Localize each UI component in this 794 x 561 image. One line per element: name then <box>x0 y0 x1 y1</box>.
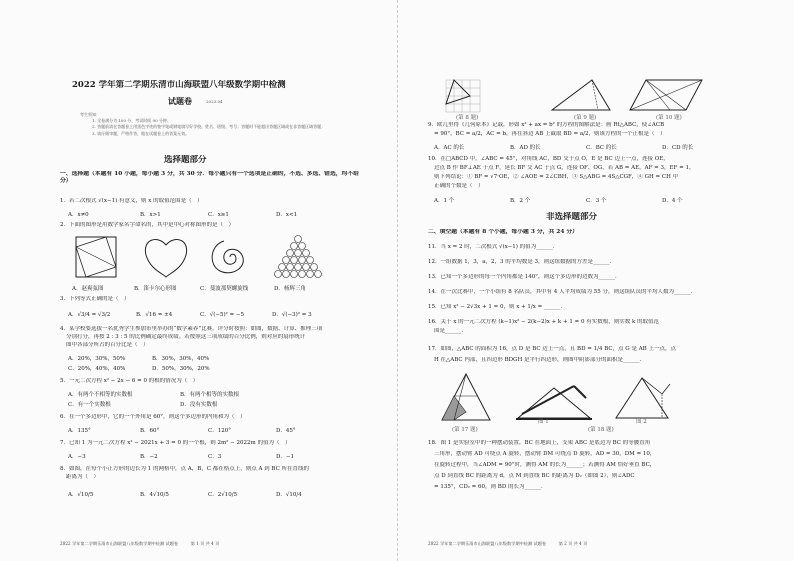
q7-option-b: B．−2 <box>140 454 158 460</box>
part2-heading: 二、填空题（本题有 8 个小题，每小题 3 分，共 24 分） <box>428 229 578 235</box>
section-choice-title: 选择题部分 <box>164 155 207 165</box>
q2-option-c: C．斐波那契螺旋线 <box>200 286 249 292</box>
question-10-line-3: 则下列结论：① BF = √7·OE，② ∠AOE = 2∠CBH，③ S△ABG = 4S△CGF，④ GH = CH 中 <box>434 174 679 180</box>
zhao-shuang-diagram <box>68 233 128 281</box>
question-9-line-2: = 90°，BC = a/2，AC = b，再在斜边 AB 上截取 BD = a/2，则该方程的一个正根是（ ） <box>434 131 666 137</box>
q10-option-c: C．3 个 <box>586 198 607 204</box>
fig8-caption: (第 8 题) <box>456 115 479 121</box>
fig18-image2-label: 图 2 <box>636 419 647 425</box>
cardioid-diagram <box>136 233 196 281</box>
q7-option-c: C．3 <box>208 454 222 460</box>
q10-parallelogram-figure <box>626 76 706 114</box>
part1-heading: 一、选择题（本题有 10 小题，每小题 3 分，共 30 分．每小题只有一个选项是正确的，不选、多选、错选，均不给分） <box>60 171 359 184</box>
fig9-caption: (第 9 题) <box>574 115 597 121</box>
q4-option-d: D．50%，30%，20% <box>152 366 210 372</box>
question-17-line-2: H 在△ABC 内部，且四边形 BDGH 是平行四边形，则图中阴影部分的面积是______． <box>434 357 645 363</box>
q5-option-c: C．有一个实数根 <box>68 402 111 408</box>
q9-triangle-figure <box>548 76 618 114</box>
q1-option-b: B．x>1 <box>140 212 161 218</box>
exam-date: 2023.04 <box>206 99 223 104</box>
notice-line-3: 3. 请仔细审题，严格作答，做在试题卷上的答案无效。 <box>92 131 190 136</box>
notice-line-2: 2. 答题前请在答题卷上用黑色字迹的签字笔或钢笔填写好学校、姓名、班级、考号；答题时不能超出答题区域或在非答题区域答题； <box>92 124 326 129</box>
question-18-line-3: 在旋转过程中，当∠ADM = 90°时，测得 AM 的长为______；若测得 AM 恰好垂直 BC， <box>434 462 656 468</box>
q6-option-d: D．45° <box>276 428 296 434</box>
q1-option-a: A．x≠0 <box>68 212 89 218</box>
question-14: 14．在一次比赛中，一个小组有 8 名队员，其中有 4 人平均成绩为 55 分，则这组队员的平均人数为______． <box>428 289 696 295</box>
q7-option-a: A．−3 <box>68 454 86 460</box>
q2-option-d: D．杨辉三角 <box>274 286 306 292</box>
q8-option-d: D．√10/4 <box>276 492 302 498</box>
q6-option-a: A．135° <box>68 428 91 434</box>
fig10-caption: (第 10 题) <box>656 115 682 121</box>
q6-option-b: B．60° <box>140 428 160 434</box>
yang-hui-triangle-diagram <box>268 233 328 281</box>
question-4-line-2: 分别打分，再按 2 : 3 : 5 的比例确定最终成绩。若按照这三项成绩的百分比例，则对应的扇形统计 <box>66 334 306 340</box>
q7-option-d: D．−1 <box>276 454 295 460</box>
q2-option-b: B．笛卡尔心形图 <box>134 286 177 292</box>
question-10-line-1: 10．在□ABCD 中，∠ABC = 45°，对角线 AC，BD 交于点 O，E 是 BC 边上一点，连接 OE， <box>428 156 669 162</box>
exam-subtitle: 试题卷 <box>168 96 192 106</box>
question-8-line-1: 8．如图，在每个小正方形的边长为 1 的网格中，点 A，B，C 都在格点上，则点 A 到 BC 所在直线的 <box>60 466 310 472</box>
question-4-line-3: 图中各部分所占的百分比是（ ） <box>66 342 149 348</box>
q4-option-a: A．20%，30%，50% <box>68 356 126 362</box>
question-4-line-1: 4．某学校要选拔一名优秀学生参加市里举办的“数学素养”比赛，评分时按照：如图，数据、计算、推理三项 <box>60 326 323 332</box>
q3-option-a: A．√3/4 = √3/2 <box>68 312 111 318</box>
fig18-image1-label: 图 1 <box>538 419 549 425</box>
fig17-caption: (第 17 题) <box>452 427 478 433</box>
q9-option-c: C．BC 的长 <box>586 145 617 151</box>
question-10-line-2: 过点 B 作 BF⊥AE 于点 F，延长 BF 交 AC 于点 G，连接 OF、OG，若 AB = AE，AF = 3，EF = 1， <box>434 165 695 171</box>
question-6: 6．在一个多边形中，它的一个外角是 60°，则这个多边形的内角和为（ ） <box>60 414 246 420</box>
q3-option-c: C．√(−5)² = −5 <box>200 312 245 318</box>
question-10-line-4: 正确的个数是（ ） <box>434 183 484 189</box>
question-18-line-5: = 135°，CD₂ = 60，则 BD 的长为______． <box>434 484 547 490</box>
q1-option-d: D．x<1 <box>276 212 298 218</box>
q4-option-c: C．20%，40%，40% <box>68 366 126 372</box>
q1-option-c: C．x≥1 <box>208 212 229 218</box>
q9-option-b: B．AD 的长 <box>510 145 541 151</box>
q8-grid-figure <box>444 78 482 114</box>
q10-option-d: D．4 个 <box>662 198 683 204</box>
question-16-line-2: 围是______． <box>434 328 468 334</box>
question-3: 3．下列等式正确的是（ ） <box>60 296 130 302</box>
notice-line-1: 1. 全卷满分为 100 分，考试时间 90 分钟。 <box>92 118 171 123</box>
q18-diagram-figure-2 <box>612 374 674 424</box>
q8-option-b: B．4√10/5 <box>140 492 169 498</box>
question-8-line-2: 距离为（ ） <box>66 474 100 480</box>
question-15: 15．已知 x² − 2√3x + 1 = 0，则 x + 1/x = ______． <box>428 304 566 310</box>
q8-option-c: C．2√10/5 <box>208 492 238 498</box>
question-18-line-1: 18．图 1 是实验室中的一种摆动装置，BC 在地面上，支架 ABC 是底边为 BC 的等腰直角 <box>428 440 651 446</box>
q8-option-a: A．√10/5 <box>68 492 94 498</box>
page-2-footer: 2022 学年第二学期乐清市山海联盟八年级数学期中检测 试题卷 第 2 页 共 4 页 <box>428 541 588 546</box>
q9-option-a: A．AC 的长 <box>434 145 465 151</box>
question-18-line-4: 点 D 到直线 BC 的距离为 d，点 M 到直线 BC 的距离为 D₂（如图 2），则∠ADC <box>434 473 635 479</box>
section-non-choice-title: 非选择题部分 <box>546 212 598 222</box>
q3-option-b: B．√16 = ±4 <box>136 312 173 318</box>
question-17-line-1: 17．如图，△ABC 的面积为 16，点 D 是 BC 边上一点，且 BD = 1/4 BC，点 G 是 AB 上一点，点 <box>428 346 676 352</box>
exam-title: 2022 学年第二学期乐清市山海联盟八年级数学期中检测 <box>72 80 286 90</box>
question-16-line-1: 16．关于 x 的一元二次方程 (k−1)x² − 2(k−2)x + k + 1 = 0 有实数根，则实数 k 的取值范 <box>428 319 660 325</box>
q4-option-b: B．30%，30%，40% <box>152 356 210 362</box>
fibonacci-spiral-diagram <box>200 233 260 281</box>
question-2: 2．下面的图形是用数学家名字命名的，其中是中心对称图形的是（ ） <box>60 222 235 228</box>
page-2 <box>397 0 794 561</box>
question-13: 13．已知一个多边形的每一个内角都是 140°，则这个多边形的边数为______． <box>428 274 621 280</box>
q10-option-a: A．1 个 <box>434 198 455 204</box>
question-1: 1．若二次根式 √(x−1) 有意义，则 x 的取值范围是（ ） <box>60 198 203 204</box>
q5-option-d: D．没有实数根 <box>180 402 218 408</box>
q5-option-b: B．有两个相等的实数根 <box>180 392 240 398</box>
question-11: 11．当 x = 2 时，二次根式 √(x−1) 的值为______． <box>428 244 559 250</box>
question-5: 5．一元二次方程 x² − 2x − 6 = 0 的根的情况为（ ） <box>60 378 199 384</box>
q9-option-d: D．CD 的长 <box>662 145 694 151</box>
notice-heading: 考生须知： <box>80 112 100 117</box>
q10-option-b: B．2 个 <box>510 198 531 204</box>
fig18-caption: (第 18 题) <box>588 427 614 433</box>
q6-option-c: C．120° <box>208 428 231 434</box>
question-12: 12．一组数据 1，3，a，2，3 的平均数是 3，则这组数据的方差是______． <box>428 259 616 265</box>
q5-option-a: A．有两个不相等的实数根 <box>68 392 133 398</box>
q17-triangle-figure <box>438 372 494 424</box>
page-1-footer: 2022 学年第二学期乐清市山海联盟八年级数学期中检测 试题卷 第 1 页 共 4 页 <box>60 541 220 546</box>
question-18-line-2: 三角形，摆动臂 AD 可绕点 A 旋转，摆动臂 DM 可绕点 D 旋转，AD = 30，DM = 10， <box>434 451 656 457</box>
question-9-line-1: 9．欧几里得《几何原本》记载，形如 x² + ax = b² 的方程的图解法是：画 Rt△ABC，使∠ACB <box>428 122 665 128</box>
q2-option-a: A．赵爽弦图 <box>72 286 104 292</box>
question-7: 7．已知 1 为一元二次方程 x² − 2021x + 3 = 0 的一个根，则 2m² − 2022m 的值为（ ） <box>60 440 291 446</box>
q18-device-figure-1 <box>514 380 594 422</box>
q3-option-d: D．√(−3)² = 3 <box>272 312 312 318</box>
